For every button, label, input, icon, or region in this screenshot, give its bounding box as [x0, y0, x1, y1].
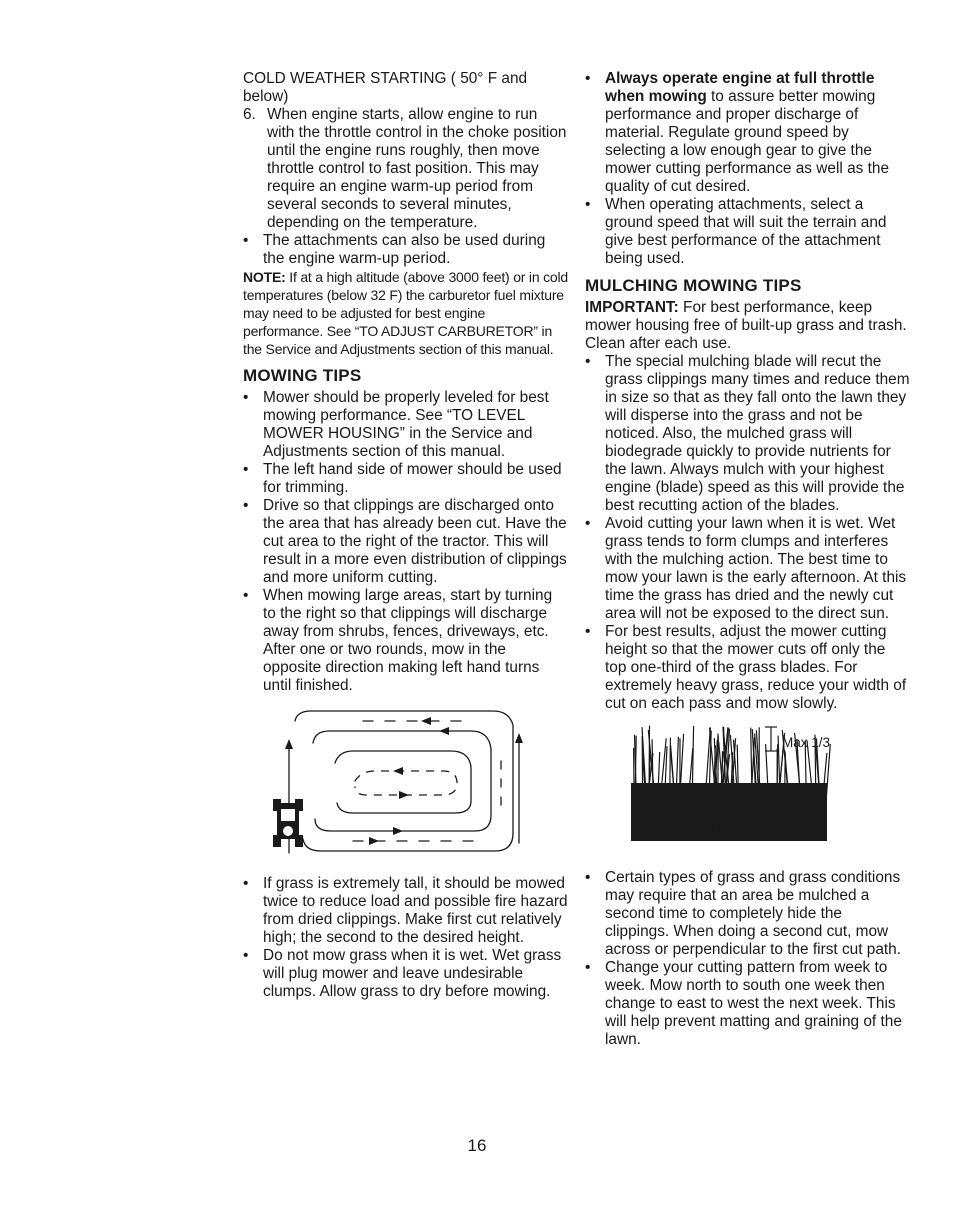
grass-height-illustration	[585, 721, 910, 859]
mulching-tip-text: Avoid cutting your lawn when it is wet. Wet grass tends to form clumps and interferes with the mulching action. The best time to mow your lawn is the early afternoon. At this time the grass has dried and the newly cut area will not be exposed to the direct sun.	[605, 515, 907, 622]
step-number: 6.	[243, 106, 256, 123]
mulching-tip-text: For best results, adjust the mower cutting height so that the mower cuts off only the top one-third of the grass blades. For extremely heavy grass, reduce your width of cut on each pass and mow slowly.	[605, 623, 907, 712]
attachments-tip-text: When operating attachments, select a ground speed that will suit the terrain and give best performance of the attachment being used.	[605, 196, 887, 267]
mowing-tip	[243, 461, 568, 497]
mowing-pattern-diagram	[243, 703, 568, 865]
bullet: •	[585, 623, 591, 640]
mowing-tip-text: Mower should be properly leveled for best mowing performance. See “TO LEVEL MOWER HOUSING” in the Service and Adjustments section of this manual.	[263, 389, 549, 460]
bullet: •	[585, 70, 591, 87]
throttle-tip	[585, 70, 910, 196]
bullet: •	[585, 869, 591, 886]
step-text: When engine starts, allow engine to run with the throttle control in the choke position until the engine runs roughly, then move throttle control to fast position. This may require an engine warm-up period from several seconds to several minutes, depending on the temperature.	[267, 106, 567, 231]
bullet: •	[585, 515, 591, 532]
left-column	[243, 70, 568, 1001]
mulching-tip	[585, 515, 910, 623]
bullet: •	[585, 959, 591, 976]
mowing-tip-text: When mowing large areas, start by turning to the right so that clippings will discharge away from shrubs, fences, driveways, etc. After one or two rounds, mow in the opposite direction making left hand turns until finished.	[263, 587, 553, 694]
bullet: •	[243, 497, 249, 514]
grass-blade	[642, 736, 643, 841]
mowing-tips-heading: MOWING TIPS	[243, 366, 362, 385]
mowing-tip	[243, 875, 568, 947]
mulching-tip	[585, 959, 910, 1049]
bullet: •	[243, 947, 249, 964]
mulching-tip	[585, 353, 910, 515]
mowing-tip	[243, 497, 568, 587]
attachments-tip	[585, 196, 910, 268]
important-paragraph	[585, 299, 910, 353]
page-number: 16	[467, 1136, 487, 1155]
throttle-tip-text	[605, 70, 910, 196]
mulching-tip	[585, 623, 910, 713]
mulching-tip-text: Change your cutting pattern from week to week. Mow north to south one week then change to east to west the next week. This will help prevent matting and graining of the lawn.	[605, 959, 902, 1048]
note-text: If at a high altitude (above 3000 feet) or in cold temperatures (below 32 F) the carburetor fuel mixture may need to be adjusted for best engine performance. See “TO ADJUST CARBURETOR” in the Service and Adjustments section of this manual.	[243, 269, 568, 357]
bullet: •	[243, 232, 249, 249]
bullet: •	[585, 353, 591, 370]
mulching-tip-text: Certain types of grass and grass conditions may require that an area be mulched a second time to completely hide the clippings. When doing a second cut, mow across or perpendicular to the first cut path.	[605, 869, 901, 958]
mulching-tip-text: The special mulching blade will recut the grass clippings many times and reduce them in size so that as they fall onto the lawn they will disperse into the grass and not be noticed. Also, the mulched grass will biodegrade quickly to provide nutrients for the lawn. Always mulch with your highest engine (blade) speed as this will provide the best recutting action of the blades.	[605, 353, 910, 514]
throttle-tip-rest: to assure better mowing performance and proper discharge of material. Regulate ground speed by selecting a low enough gear to give the mower cutting performance as well as the quality of cut desired.	[605, 88, 889, 195]
mowing-tip-text: The left hand side of mower should be used for trimming.	[263, 461, 562, 496]
max-one-third-label: Max 1/3	[782, 735, 831, 750]
bullet: •	[243, 875, 249, 892]
mowing-tip	[243, 389, 568, 461]
important-text: For best performance, keep mower housing free of built-up grass and trash. Clean after each use.	[585, 299, 907, 352]
mowing-tip	[243, 947, 568, 1001]
mulching-tips-heading: MULCHING MOWING TIPS	[585, 276, 802, 295]
right-column	[585, 70, 910, 1049]
mulching-tip	[585, 869, 910, 959]
mowing-tip	[243, 587, 568, 695]
mowing-tip-text: Do not mow grass when it is wet. Wet grass will plug mower and leave undesirable clumps. Allow grass to dry before mowing.	[263, 947, 562, 1000]
note-paragraph	[243, 268, 568, 358]
attachments-bullet	[243, 232, 568, 268]
mowing-tip-text: If grass is extremely tall, it should be mowed twice to reduce load and possible fire hazard from dried clippings. Make first cut relatively high; the second to the desired height.	[263, 875, 568, 946]
bullet: •	[243, 587, 249, 604]
bullet: •	[243, 389, 249, 406]
mowing-pattern-illustration	[243, 703, 568, 865]
mowing-tip-text: Drive so that clippings are discharged onto the area that has already been cut. Have the cut area to the right of the tractor. This will result in a more even distribution of clippings and more uniform cutting.	[263, 497, 567, 586]
important-label: IMPORTANT:	[585, 299, 679, 316]
bullet-text: The attachments can also be used during the engine warm-up period.	[263, 232, 546, 267]
tractor-icon	[273, 799, 303, 847]
step-6	[243, 106, 568, 232]
throttle-tip-bold: Always operate engine at full throttle when mowing	[605, 70, 875, 105]
bullet: •	[243, 461, 249, 478]
bullet: •	[585, 196, 591, 213]
grass-icon	[585, 721, 910, 859]
cold-weather-heading: COLD WEATHER STARTING ( 50° F and below)	[243, 70, 528, 105]
note-label: NOTE:	[243, 269, 286, 285]
